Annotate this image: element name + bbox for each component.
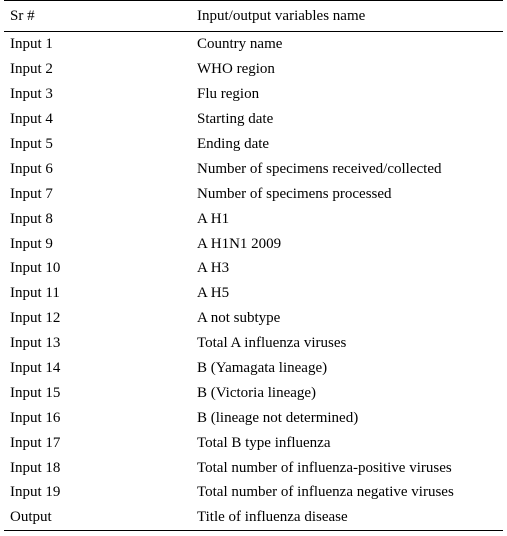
row-variable-name: Title of influenza disease <box>197 509 348 526</box>
row-variable-name: B (Yamagata lineage) <box>197 360 328 377</box>
table-row <box>4 107 503 132</box>
table-row <box>4 405 503 430</box>
row-variable-name: Country name <box>197 36 283 53</box>
row-variable-name: A H3 <box>197 260 230 277</box>
row-variable-name: Total B type influenza <box>197 434 331 451</box>
row-variable-name: A H5 <box>197 285 230 302</box>
row-sr-number: Input 2 <box>10 61 53 78</box>
header-row <box>4 1 503 32</box>
table-row <box>4 181 503 206</box>
row-sr-number: Input 10 <box>10 260 61 277</box>
row-variable-name: B (Victoria lineage) <box>197 384 317 401</box>
row-sr-number: Input 8 <box>10 210 53 227</box>
table-row <box>4 256 503 281</box>
table-row <box>4 206 503 231</box>
table-row <box>4 82 503 107</box>
table-row <box>4 156 503 181</box>
row-sr-number: Input 15 <box>10 384 61 401</box>
table-row <box>4 505 503 530</box>
row-sr-number: Input 12 <box>10 310 61 327</box>
row-variable-name: WHO region <box>197 61 275 78</box>
table-row <box>4 380 503 405</box>
table-row <box>4 231 503 256</box>
row-sr-number: Input 7 <box>10 185 53 202</box>
table-row <box>4 306 503 331</box>
row-sr-number: Output <box>10 509 52 526</box>
row-variable-name: Total A influenza viruses <box>197 335 347 352</box>
row-sr-number: Input 19 <box>10 484 61 501</box>
header-variable-name: Input/output variables name <box>197 8 366 24</box>
row-variable-name: Ending date <box>197 136 270 152</box>
row-sr-number: Input 14 <box>10 360 61 377</box>
table-row <box>4 455 503 480</box>
row-variable-name: Total number of influenza negative viruses <box>197 484 454 501</box>
table-row <box>4 281 503 306</box>
header-sr-number: Sr # <box>10 8 35 24</box>
row-variable-name: A H1 <box>197 210 230 227</box>
row-sr-number: Input 16 <box>10 409 61 426</box>
table-row <box>4 331 503 356</box>
row-sr-number: Input 9 <box>10 235 53 252</box>
table-row <box>4 57 503 82</box>
row-variable-name: Starting date <box>197 111 274 128</box>
row-sr-number: Input 3 <box>10 86 53 103</box>
table-row <box>4 480 503 505</box>
row-variable-name: B (lineage not determined) <box>197 409 359 426</box>
row-sr-number: Input 1 <box>10 36 53 53</box>
table-header <box>4 1 503 32</box>
row-variable-name: Total number of influenza-positive viruses <box>197 459 452 476</box>
row-sr-number: Input 11 <box>10 285 60 302</box>
table-row <box>4 430 503 455</box>
row-sr-number: Input 13 <box>10 335 61 352</box>
row-variable-name: Flu region <box>197 86 260 103</box>
table-row <box>4 356 503 381</box>
table-body <box>4 32 503 531</box>
row-variable-name: Number of specimens processed <box>197 185 392 202</box>
row-sr-number: Input 5 <box>10 136 53 152</box>
row-sr-number: Input 17 <box>10 434 61 451</box>
row-variable-name: A H1N1 2009 <box>197 235 282 252</box>
variables-table <box>4 0 503 531</box>
row-sr-number: Input 18 <box>10 459 61 476</box>
row-variable-name: A not subtype <box>197 310 281 327</box>
row-sr-number: Input 4 <box>10 111 53 128</box>
table-row <box>4 32 503 57</box>
row-sr-number: Input 6 <box>10 160 53 177</box>
row-variable-name: Number of specimens received/collected <box>197 160 442 177</box>
table-row <box>4 132 503 157</box>
